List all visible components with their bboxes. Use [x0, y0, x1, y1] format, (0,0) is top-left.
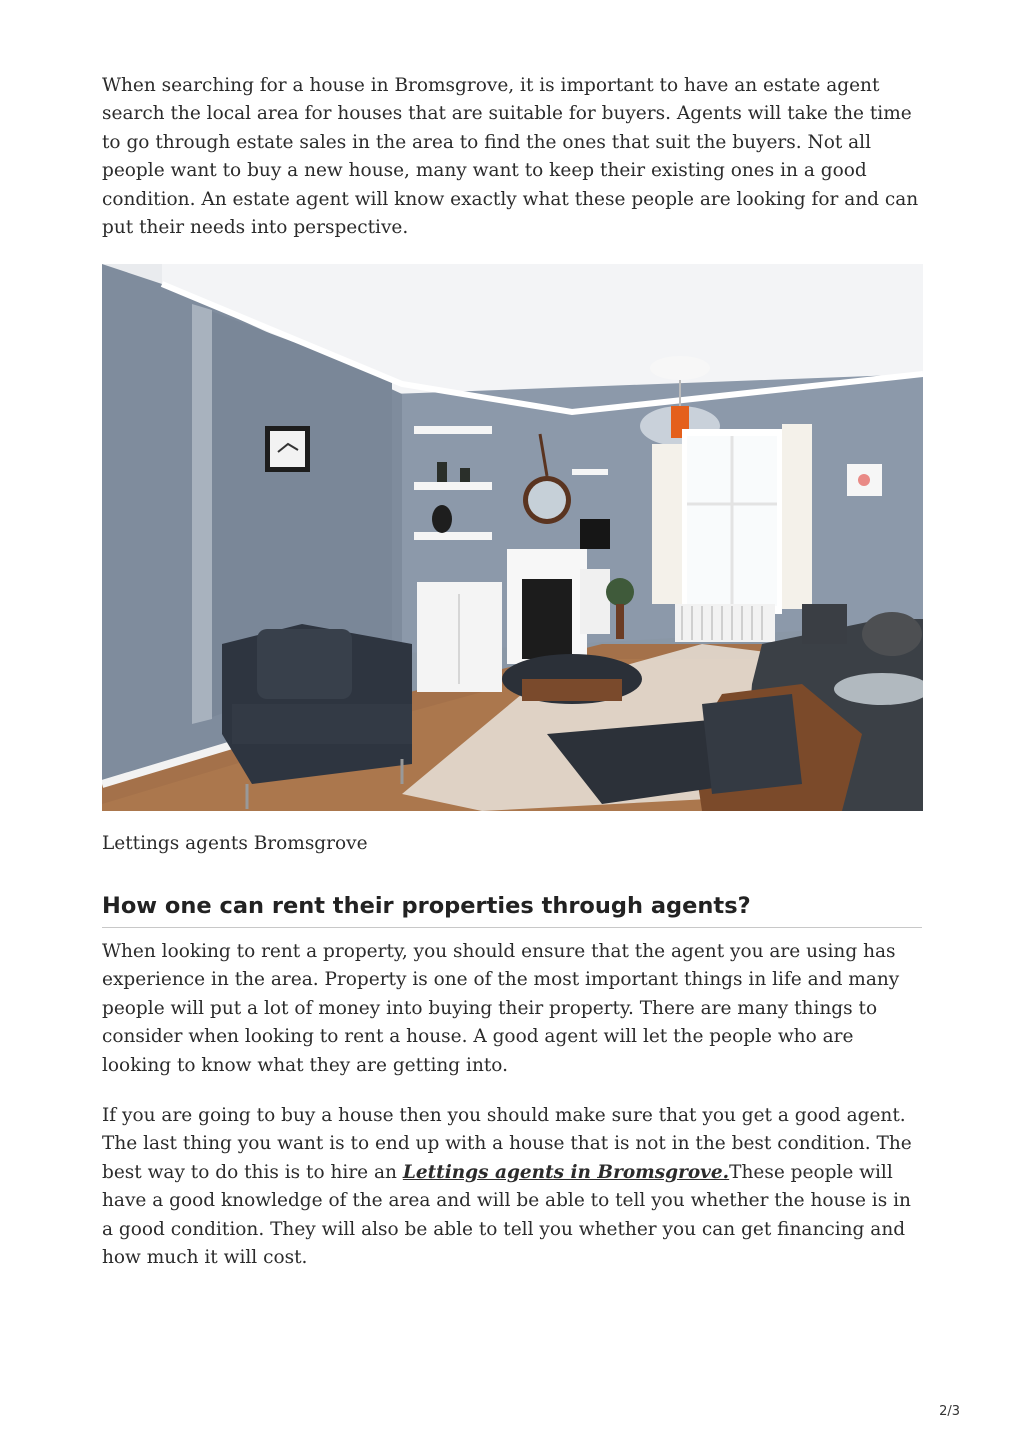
section-heading: How one can rent their properties through agents?: [102, 889, 922, 928]
buy-paragraph-start: If you are going to buy a house then you should make sure that you get a good agent. The last thing you want is to end up with a house that is not in the best condition. The best way to do this is to hire an: [102, 1105, 912, 1183]
lettings-agents-link[interactable]: Lettings agents in Bromsgrove.: [402, 1161, 730, 1183]
page-number: 2/3: [939, 1404, 960, 1419]
image-caption: Lettings agents Bromsgrove: [102, 833, 368, 854]
living-room-photo: [102, 264, 923, 811]
buy-paragraph: [102, 1102, 924, 1272]
rent-paragraph: When looking to rent a property, you should ensure that the agent you are using has experience in the area. Property is one of the most important things in life and many people will put a lot of money into buying their property. There are many things to consider when looking to rent a house. A good agent will let the people who are looking to know what they are getting into.: [102, 941, 900, 1076]
buy-paragraph-end: These people will have a good knowledge of the area and will be able to tell you whether the house is in a good condition. They will also be able to tell you whether you can get financing and how much it will cost.: [102, 1161, 911, 1269]
intro-paragraph: When searching for a house in Bromsgrove, it is important to have an estate agent search the local area for houses that are suitable for buyers. Agents will take the time to go through estate sales in the area to find the ones that suit the buyers. Not all people want to buy a new house, many want to keep their existing ones in a good condition. An estate agent will know exactly what these people are looking for and can put their needs into perspective.: [102, 75, 919, 239]
